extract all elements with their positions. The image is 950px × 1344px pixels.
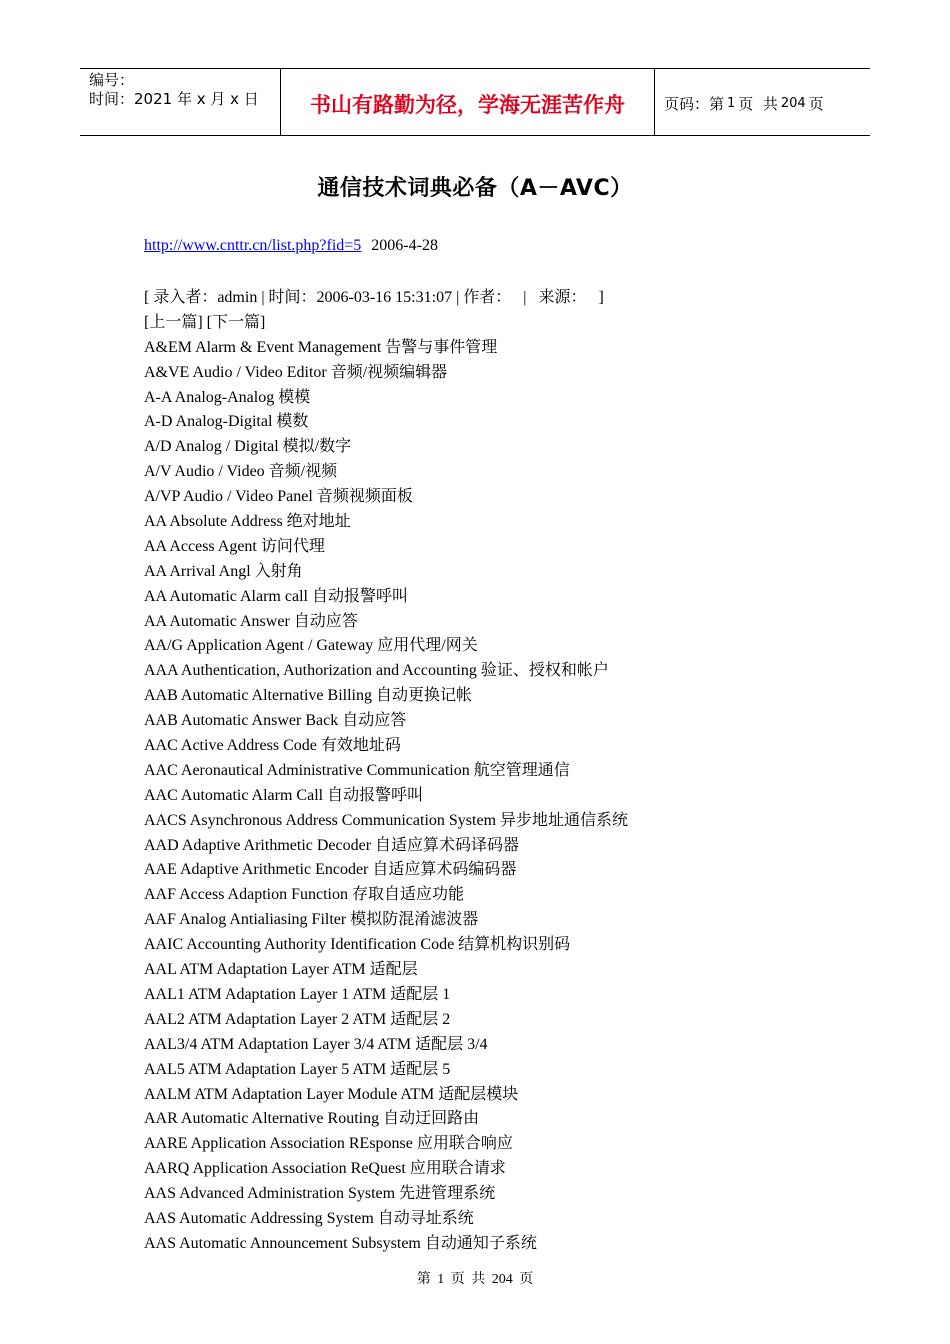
- glossary-entry: AAL2 ATM Adaptation Layer 2 ATM 适配层 2: [144, 1010, 451, 1028]
- glossary-entry: AAF Analog Antialiasing Filter 模拟防混淆滤波器: [144, 911, 479, 929]
- source-date: 2006-4-28: [371, 237, 438, 254]
- glossary-entry: A/V Audio / Video 音频/视频: [144, 463, 338, 481]
- glossary-entry: AA Automatic Answer 自动应答: [144, 612, 358, 630]
- page-mid: 页 共: [738, 94, 778, 113]
- glossary-entry: AA Automatic Alarm call 自动报警呼叫: [144, 587, 408, 605]
- glossary-entry: AAS Automatic Addressing System 自动寻址系统: [144, 1209, 474, 1227]
- meta-line: [ 录入者：admin | 时间：2006-03-16 15:31:07 | 作者： | 来源： ]: [144, 289, 604, 306]
- glossary-entry: AAL1 ATM Adaptation Layer 1 ATM 适配层 1: [144, 985, 451, 1003]
- glossary-entry: AAC Automatic Alarm Call 自动报警呼叫: [144, 786, 424, 804]
- glossary-entry: AARQ Application Association ReQuest 应用联合请求: [144, 1160, 506, 1178]
- document-code-label: 编号：: [89, 71, 135, 89]
- glossary-entry: AA/G Application Agent / Gateway 应用代理/网关: [144, 637, 478, 655]
- glossary-entry: AAC Aeronautical Administrative Communication 航空管理通信: [144, 761, 570, 779]
- glossary-entry: A/D Analog / Digital 模拟/数字: [144, 438, 352, 456]
- glossary-list: [144, 286, 864, 1257]
- source-line: [144, 237, 438, 255]
- document-title: 通信技术词典必备（A－AVC）: [317, 176, 633, 201]
- glossary-entry: AA Access Agent 访问代理: [144, 537, 325, 555]
- glossary-entry: A-A Analog-Analog 模模: [144, 388, 311, 406]
- page-header: [80, 68, 870, 136]
- page-current: 1: [727, 95, 736, 111]
- page-suffix: 页: [808, 94, 824, 113]
- source-link[interactable]: http://www.cnttr.cn/list.php?fid=5: [144, 237, 362, 254]
- glossary-entry: AARE Application Association REsponse 应用联合响应: [144, 1135, 513, 1153]
- header-motto: 书山有路勤为径，学海无涯苦作舟: [281, 69, 655, 135]
- glossary-entry: AAL5 ATM Adaptation Layer 5 ATM 适配层 5: [144, 1060, 451, 1078]
- glossary-entry: AAB Automatic Answer Back 自动应答: [144, 712, 407, 730]
- glossary-entry: AAF Access Adaption Function 存取自适应功能: [144, 886, 464, 904]
- glossary-entry: AAD Adaptive Arithmetic Decoder 自适应算术码译码器: [144, 836, 520, 854]
- glossary-entry: AA Absolute Address 绝对地址: [144, 513, 351, 531]
- page-footer: 第 1 页 共 204 页: [416, 1272, 534, 1287]
- nav-line[interactable]: [上一篇] [下一篇]: [144, 313, 266, 331]
- glossary-entry: A/VP Audio / Video Panel 音频视频面板: [144, 488, 413, 506]
- header-info-cell: [80, 69, 281, 135]
- glossary-entry: AACS Asynchronous Address Communication System 异步地址通信系统: [144, 811, 629, 829]
- glossary-entry: AAS Advanced Administration System 先进管理系统: [144, 1185, 496, 1203]
- page-prefix: 页码：第: [664, 94, 725, 113]
- glossary-entry: AAA Authentication, Authorization and Accounting 验证、授权和帐户: [144, 662, 609, 680]
- glossary-entry: A-D Analog-Digital 模数: [144, 413, 309, 431]
- header-page-indicator: [655, 69, 870, 135]
- glossary-entry: AAC Active Address Code 有效地址码: [144, 737, 401, 755]
- glossary-entry: AA Arrival Angl 入射角: [144, 562, 303, 580]
- glossary-entry: AAS Automatic Announcement Subsystem 自动通知子系统: [144, 1234, 537, 1252]
- glossary-entry: AALM ATM Adaptation Layer Module ATM 适配层模块: [144, 1085, 519, 1103]
- glossary-entry: AAL ATM Adaptation Layer ATM 适配层: [144, 961, 418, 979]
- document-date-label: 时间：2021 年 x 月 x 日: [89, 90, 259, 108]
- glossary-entry: AAL3/4 ATM Adaptation Layer 3/4 ATM 适配层 3/4: [144, 1035, 488, 1053]
- glossary-entry: AAIC Accounting Authority Identification Code 结算机构识别码: [144, 936, 571, 954]
- glossary-entry: A&VE Audio / Video Editor 音频/视频编辑器: [144, 363, 448, 381]
- glossary-entry: AAR Automatic Alternative Routing 自动迂回路由: [144, 1110, 480, 1128]
- glossary-entry: AAE Adaptive Arithmetic Encoder 自适应算术码编码器: [144, 861, 517, 879]
- glossary-entry: AAB Automatic Alternative Billing 自动更换记帐: [144, 687, 472, 705]
- page-total: 204: [780, 95, 806, 111]
- glossary-entry: A&EM Alarm & Event Management 告警与事件管理: [144, 338, 498, 356]
